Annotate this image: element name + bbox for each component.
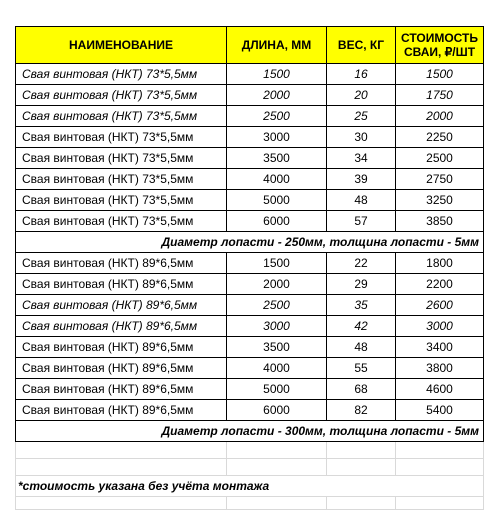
cost-cell: 3000 [396, 316, 484, 337]
length-cell: 6000 [227, 400, 327, 421]
pile-name-cell: Свая винтовая (НКТ) 73*5,5мм [16, 169, 227, 190]
pile-name-cell: Свая винтовая (НКТ) 89*6,5мм [16, 274, 227, 295]
table-row [16, 316, 484, 337]
length-cell: 1500 [227, 64, 327, 85]
length-cell: 2000 [227, 274, 327, 295]
cost-cell: 3850 [396, 211, 484, 232]
empty-row [16, 497, 484, 510]
cost-cell: 3400 [396, 337, 484, 358]
table-row [16, 358, 484, 379]
weight-cell: 68 [327, 379, 396, 400]
pile-name-cell: Свая винтовая (НКТ) 89*6,5мм [16, 337, 227, 358]
cost-cell: 4600 [396, 379, 484, 400]
cost-cell: 1500 [396, 64, 484, 85]
cost-cell: 1800 [396, 253, 484, 274]
pile-name-cell: Свая винтовая (НКТ) 89*6,5мм [16, 400, 227, 421]
weight-cell: 48 [327, 337, 396, 358]
weight-cell: 57 [327, 211, 396, 232]
pile-name-cell: Свая винтовая (НКТ) 89*6,5мм [16, 316, 227, 337]
pile-name-cell: Свая винтовая (НКТ) 89*6,5мм [16, 379, 227, 400]
cost-cell: 2200 [396, 274, 484, 295]
length-cell: 3500 [227, 148, 327, 169]
cost-cell: 1750 [396, 85, 484, 106]
table-body [16, 64, 484, 510]
weight-cell: 30 [327, 127, 396, 148]
empty-row [16, 459, 484, 476]
empty-cell [227, 442, 327, 459]
table-row [16, 85, 484, 106]
length-cell: 4000 [227, 169, 327, 190]
table-row [16, 337, 484, 358]
blade-spec-note: Диаметр лопасти - 300мм, толщина лопасти - 5мм [16, 421, 484, 442]
table-row [16, 169, 484, 190]
pile-name-cell: Свая винтовая (НКТ) 89*6,5мм [16, 358, 227, 379]
length-cell: 5000 [227, 190, 327, 211]
empty-cell [227, 497, 327, 510]
empty-cell [16, 497, 227, 510]
group-note-row [16, 232, 484, 253]
column-header-name: НАИМЕНОВАНИЕ [16, 27, 227, 64]
empty-cell [327, 459, 396, 476]
empty-cell [327, 497, 396, 510]
table-header-row [16, 27, 484, 64]
weight-cell: 42 [327, 316, 396, 337]
pile-name-cell: Свая винтовая (НКТ) 73*5,5мм [16, 127, 227, 148]
cost-cell: 2750 [396, 169, 484, 190]
pile-name-cell: Свая винтовая (НКТ) 73*5,5мм [16, 64, 227, 85]
column-header-weight: ВЕС, КГ [327, 27, 396, 64]
table-row [16, 295, 484, 316]
length-cell: 3000 [227, 127, 327, 148]
cost-cell: 3250 [396, 190, 484, 211]
table-row [16, 211, 484, 232]
column-header-cost [396, 27, 484, 64]
weight-cell: 39 [327, 169, 396, 190]
weight-cell: 25 [327, 106, 396, 127]
column-header-length: ДЛИНА, ММ [227, 27, 327, 64]
cost-cell: 2250 [396, 127, 484, 148]
table-row [16, 274, 484, 295]
group-note-row [16, 421, 484, 442]
blade-spec-note: Диаметр лопасти - 250мм, толщина лопасти - 5мм [16, 232, 484, 253]
installation-note: *стоимость указана без учёта монтажа [16, 476, 484, 497]
length-cell: 2500 [227, 295, 327, 316]
price-table [15, 26, 484, 510]
table-row [16, 379, 484, 400]
pile-name-cell: Свая винтовая (НКТ) 73*5,5мм [16, 211, 227, 232]
cost-cell: 2500 [396, 148, 484, 169]
pile-name-cell: Свая винтовая (НКТ) 89*6,5мм [16, 253, 227, 274]
cost-cell: 2600 [396, 295, 484, 316]
length-cell: 3000 [227, 316, 327, 337]
footer-row [16, 476, 484, 497]
table-row [16, 253, 484, 274]
pile-name-cell: Свая винтовая (НКТ) 73*5,5мм [16, 106, 227, 127]
cost-header-line2: СВАИ, ₽/ШТ [403, 45, 476, 59]
table-row [16, 64, 484, 85]
weight-cell: 35 [327, 295, 396, 316]
weight-cell: 20 [327, 85, 396, 106]
length-cell: 2500 [227, 106, 327, 127]
weight-cell: 82 [327, 400, 396, 421]
table-row [16, 127, 484, 148]
length-cell: 4000 [227, 358, 327, 379]
cost-cell: 3800 [396, 358, 484, 379]
cost-cell: 5400 [396, 400, 484, 421]
weight-cell: 22 [327, 253, 396, 274]
weight-cell: 55 [327, 358, 396, 379]
length-cell: 5000 [227, 379, 327, 400]
empty-cell [227, 459, 327, 476]
empty-cell [396, 442, 484, 459]
table-row [16, 106, 484, 127]
weight-cell: 34 [327, 148, 396, 169]
table-row [16, 148, 484, 169]
pile-name-cell: Свая винтовая (НКТ) 73*5,5мм [16, 85, 227, 106]
weight-cell: 29 [327, 274, 396, 295]
empty-row [16, 442, 484, 459]
cost-cell: 2000 [396, 106, 484, 127]
empty-cell [396, 497, 484, 510]
pile-name-cell: Свая винтовая (НКТ) 89*6,5мм [16, 295, 227, 316]
pile-name-cell: Свая винтовая (НКТ) 73*5,5мм [16, 148, 227, 169]
empty-cell [327, 442, 396, 459]
length-cell: 3500 [227, 337, 327, 358]
empty-cell [396, 459, 484, 476]
cost-header-line1: СТОИМОСТЬ [400, 31, 478, 45]
empty-cell [16, 459, 227, 476]
table-row [16, 400, 484, 421]
length-cell: 6000 [227, 211, 327, 232]
pile-name-cell: Свая винтовая (НКТ) 73*5,5мм [16, 190, 227, 211]
length-cell: 1500 [227, 253, 327, 274]
weight-cell: 16 [327, 64, 396, 85]
table-row [16, 190, 484, 211]
weight-cell: 48 [327, 190, 396, 211]
empty-cell [16, 442, 227, 459]
length-cell: 2000 [227, 85, 327, 106]
